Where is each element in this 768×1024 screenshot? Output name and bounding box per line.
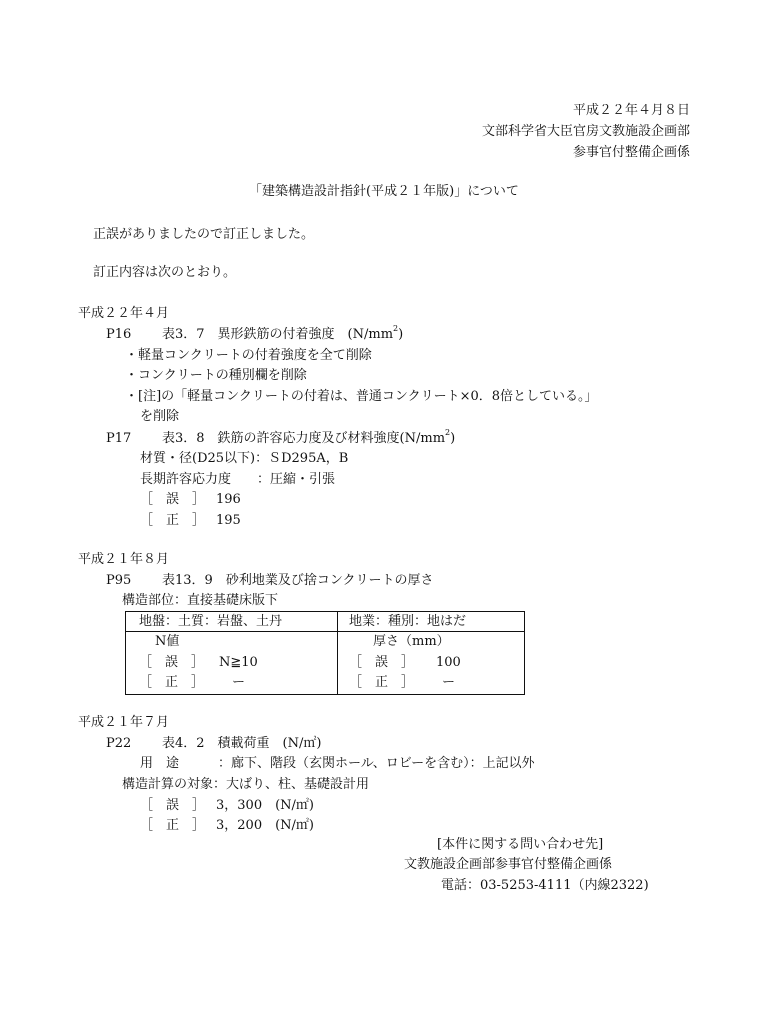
p95-table-title: 表13．9 砂利地業及び捨コンクリートの厚さ [162, 573, 434, 588]
p22-wrong-value: 3，300 (N/㎡) [216, 798, 314, 813]
correction-table [125, 611, 525, 695]
p22-correct-value: 3，200 (N/㎡) [216, 818, 314, 833]
table-left-correct-label: ［ 正 ］ [139, 675, 205, 690]
table-right-correct-label: ［ 正 ］ [349, 675, 415, 690]
table-header-divider [126, 631, 524, 632]
p22-calc-target: 構造計算の対象：大ばり、柱、基礎設計用 [122, 777, 370, 792]
p16-item-1: ・軽量コンクリートの付着強度を全て削除 [125, 348, 372, 363]
table-left-header: 地盤：土質：岩盤、土丹 [139, 614, 283, 629]
p22-wrong-label: ［ 誤 ］ [140, 798, 206, 813]
table-left-subheader: N値 [155, 634, 180, 649]
p95-page-ref: P95 [106, 573, 132, 588]
table-left-wrong-value: N≧10 [219, 655, 258, 670]
p22-table-title: 表4．2 積載荷重 (N/㎡) [162, 736, 322, 751]
table-right-subheader: 厚さ（mm） [373, 634, 450, 649]
issuing-department: 文部科学省大臣官房文教施設企画部 [481, 124, 690, 139]
p17-correct-label: ［ 正 ］ [140, 513, 206, 528]
p22-use: 用 途 ：廊下、階段（玄関ホール、ロビーを含む）：上記以外 [140, 756, 535, 771]
p22-correct-label: ［ 正 ］ [140, 818, 206, 833]
table-right-wrong-value: 100 [436, 655, 461, 670]
p16-item-3: ・[注]の「軽量コンクリートの付着は、普通コンクリート×0．8倍としている。」 [125, 389, 598, 404]
document-date: 平成２２年４月８日 [572, 103, 690, 118]
p16-page-ref: P16 [106, 327, 132, 342]
p16-item-2: ・コンクリートの種別欄を削除 [125, 368, 307, 383]
p16-item-3-continued: を削除 [140, 409, 180, 424]
p95-structure-part: 構造部位：直接基礎床版下 [122, 593, 279, 608]
document-title: 「建築構造設計指針(平成２１年版)」について [249, 184, 519, 199]
p17-stress: 長期許容応力度 ：圧縮・引張 [140, 472, 336, 487]
section1-date: 平成２２年４月 [78, 306, 170, 321]
table-right-header: 地業：種別：地はだ [349, 614, 467, 629]
intro-line-1: 正誤がありましたので訂正しました。 [93, 227, 315, 242]
table-left-correct-value: ー [232, 675, 246, 690]
issuing-section: 参事官付整備企画係 [572, 145, 690, 160]
p17-correct-value: 195 [216, 513, 241, 528]
section2-date: 平成２１年８月 [78, 552, 170, 567]
contact-heading: [本件に関する問い合わせ先] [437, 837, 604, 852]
intro-line-2: 訂正内容は次のとおり。 [93, 265, 237, 280]
contact-department: 文教施設企画部参事官付整備企画係 [404, 857, 613, 872]
section3-date: 平成２１年７月 [78, 715, 170, 730]
p17-page-ref: P17 [106, 431, 132, 446]
p17-table-title: 表3．8 鉄筋の許容応力度及び材料強度$(N/mm^2)$ [162, 428, 456, 446]
p17-wrong-label: ［ 誤 ］ [140, 492, 206, 507]
p17-material: 材質・径(D25以下)：ＳD295A，B [140, 451, 349, 466]
contact-phone: 電話：03-5253-4111（内線2322) [441, 878, 649, 893]
table-left-wrong-label: ［ 誤 ］ [139, 655, 205, 670]
p17-wrong-value: 196 [216, 492, 241, 507]
table-column-divider [337, 612, 338, 694]
table-right-wrong-label: ［ 誤 ］ [349, 655, 415, 670]
p22-page-ref: P22 [106, 736, 132, 751]
p16-table-title: 表3．7 異形鉄筋の付着強度 $(N/mm^2)$ [162, 324, 404, 342]
table-right-correct-value: ー [442, 675, 456, 690]
